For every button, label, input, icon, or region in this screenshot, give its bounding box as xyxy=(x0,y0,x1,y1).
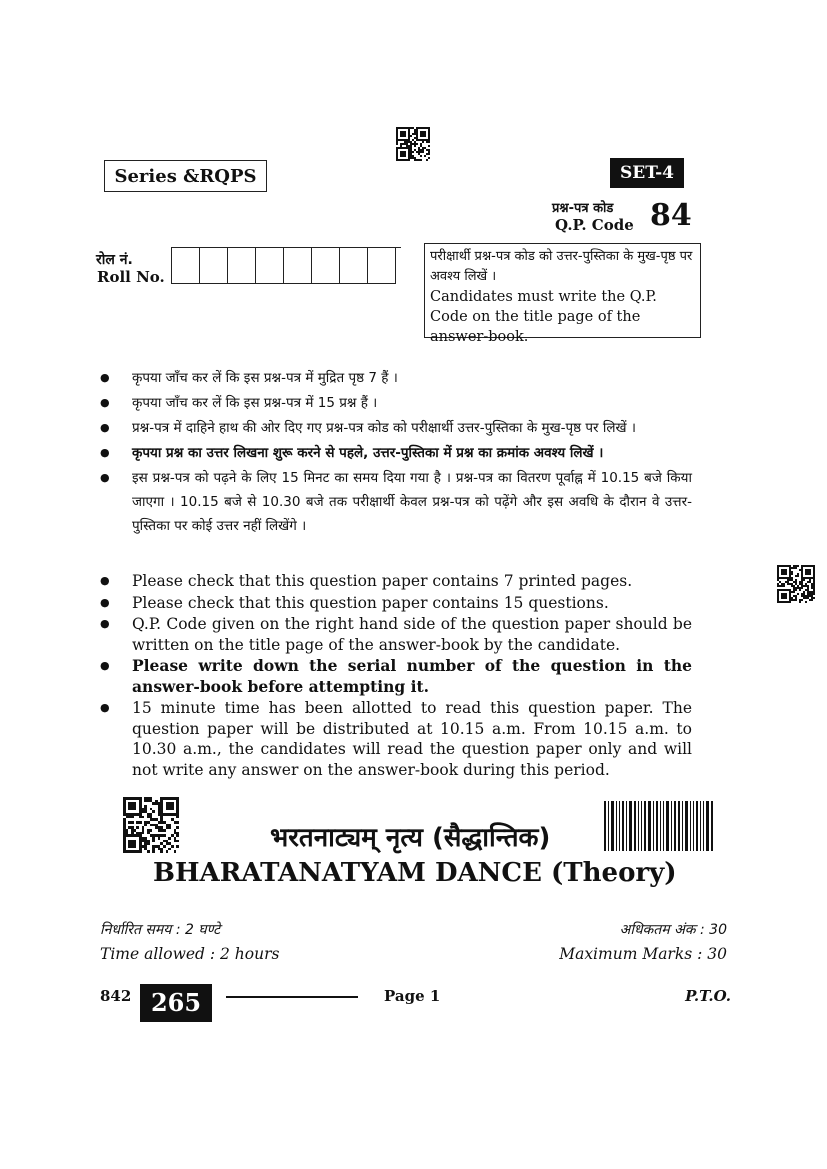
page-number: Page 1 xyxy=(384,987,441,1005)
instruction-item: ● Please check that this question paper contains 15 questions. xyxy=(100,593,692,614)
instruction-item: ● प्रश्न-पत्र में दाहिने हाथ की ओर दिए गए प्रश्न-पत्र कोड को परीक्षार्थी उत्तर-पुस्तिका के मुख-पृष्ठ पर लिखें । xyxy=(100,416,692,440)
roll-number-boxes[interactable] xyxy=(171,247,396,284)
footer-rule xyxy=(226,996,358,998)
instruction-item: ● Please write down the serial number of the question in the answer-book before attempting it. xyxy=(100,656,692,697)
roll-label: Roll No. xyxy=(97,268,165,286)
subject-title: BHARATANATYAM DANCE (Theory) xyxy=(153,858,677,888)
qp-code-value: 84 xyxy=(650,198,692,233)
roll-number-cell[interactable] xyxy=(340,247,368,283)
instruction-item: ● कृपया प्रश्न का उत्तर लिखना शुरू करने से पहले, उत्तर-पुस्तिका में प्रश्न का क्रमांक अवश्य लिखें । xyxy=(100,441,692,465)
time-allowed-hindi: निर्धारित समय : 2 घण्टे xyxy=(100,922,221,938)
roll-number-cell[interactable] xyxy=(284,247,312,283)
series-label: Series &RQPS xyxy=(104,160,267,192)
roll-number-cell[interactable] xyxy=(172,247,200,283)
instructions-hindi xyxy=(100,366,692,539)
roll-number-cell[interactable] xyxy=(312,247,340,283)
instructions-english xyxy=(100,571,692,781)
max-marks: Maximum Marks : 30 xyxy=(559,945,727,963)
roll-number-cell[interactable] xyxy=(256,247,284,283)
qp-code-label-hindi: प्रश्न-पत्र कोड xyxy=(552,201,614,216)
pto-label: P.T.O. xyxy=(685,987,731,1005)
paper-code-box: 265 xyxy=(140,984,212,1022)
barcode xyxy=(604,801,715,851)
instruction-item: ● Q.P. Code given on the right hand side of the question paper should be written on the title page of the answer-book by the candidate. xyxy=(100,614,692,655)
instruction-item: ● इस प्रश्न-पत्र को पढ़ने के लिए 15 मिनट का समय दिया गया है । प्रश्न-पत्र का वितरण पूर्वाह्न में 10.15 बजे किया जाएगा । 10.15 बजे से 10.30 बजे तक परीक्षार्थी केवल प्रश्न-पत्र को पढ़ेंगे और इस अवधि के दौरान वे उत्तर-पुस्तिका पर कोई उत्तर नहीं लिखेंगे । xyxy=(100,466,692,538)
qp-notice-hindi: परीक्षार्थी प्रश्न-पत्र कोड को उत्तर-पुस्तिका के मुख-पृष्ठ पर अवश्य लिखें । xyxy=(430,249,693,284)
instruction-item: ● Please check that this question paper contains 7 printed pages. xyxy=(100,571,692,592)
max-marks-hindi: अधिकतम अंक : 30 xyxy=(619,922,727,938)
roll-number-cell[interactable] xyxy=(200,247,228,283)
qr-code-side xyxy=(777,565,815,603)
roll-number-cell[interactable] xyxy=(228,247,256,283)
qp-notice-english: Candidates must write the Q.P. Code on the title page of the answer-book. xyxy=(430,289,657,345)
instruction-item: ● कृपया जाँच कर लें कि इस प्रश्न-पत्र में मुद्रित पृष्ठ 7 हैं । xyxy=(100,366,692,390)
subject-title-hindi: भरतनाट्यम् नृत्य (सैद्धान्तिक) xyxy=(270,823,551,853)
set-badge: SET-4 xyxy=(610,158,684,188)
instruction-item: ● कृपया जाँच कर लें कि इस प्रश्न-पत्र में 15 प्रश्न हैं । xyxy=(100,391,692,415)
paper-code-small: 842 xyxy=(100,987,132,1005)
time-allowed: Time allowed : 2 hours xyxy=(100,945,280,963)
qr-code-top xyxy=(396,127,430,161)
qp-code-label: Q.P. Code xyxy=(555,216,634,234)
qr-code-title xyxy=(123,797,179,853)
instruction-item: ● 15 minute time has been allotted to read this question paper. The question paper will be distributed at 10.15 a.m. From 10.15 a.m. to 10.30 a.m., the candidates will read the question paper only and will not write any answer on the answer-book during this period. xyxy=(100,698,692,780)
roll-label-hindi: रोल नं. xyxy=(96,252,133,268)
roll-number-cell[interactable] xyxy=(368,247,396,283)
qp-code-notice xyxy=(424,243,701,345)
